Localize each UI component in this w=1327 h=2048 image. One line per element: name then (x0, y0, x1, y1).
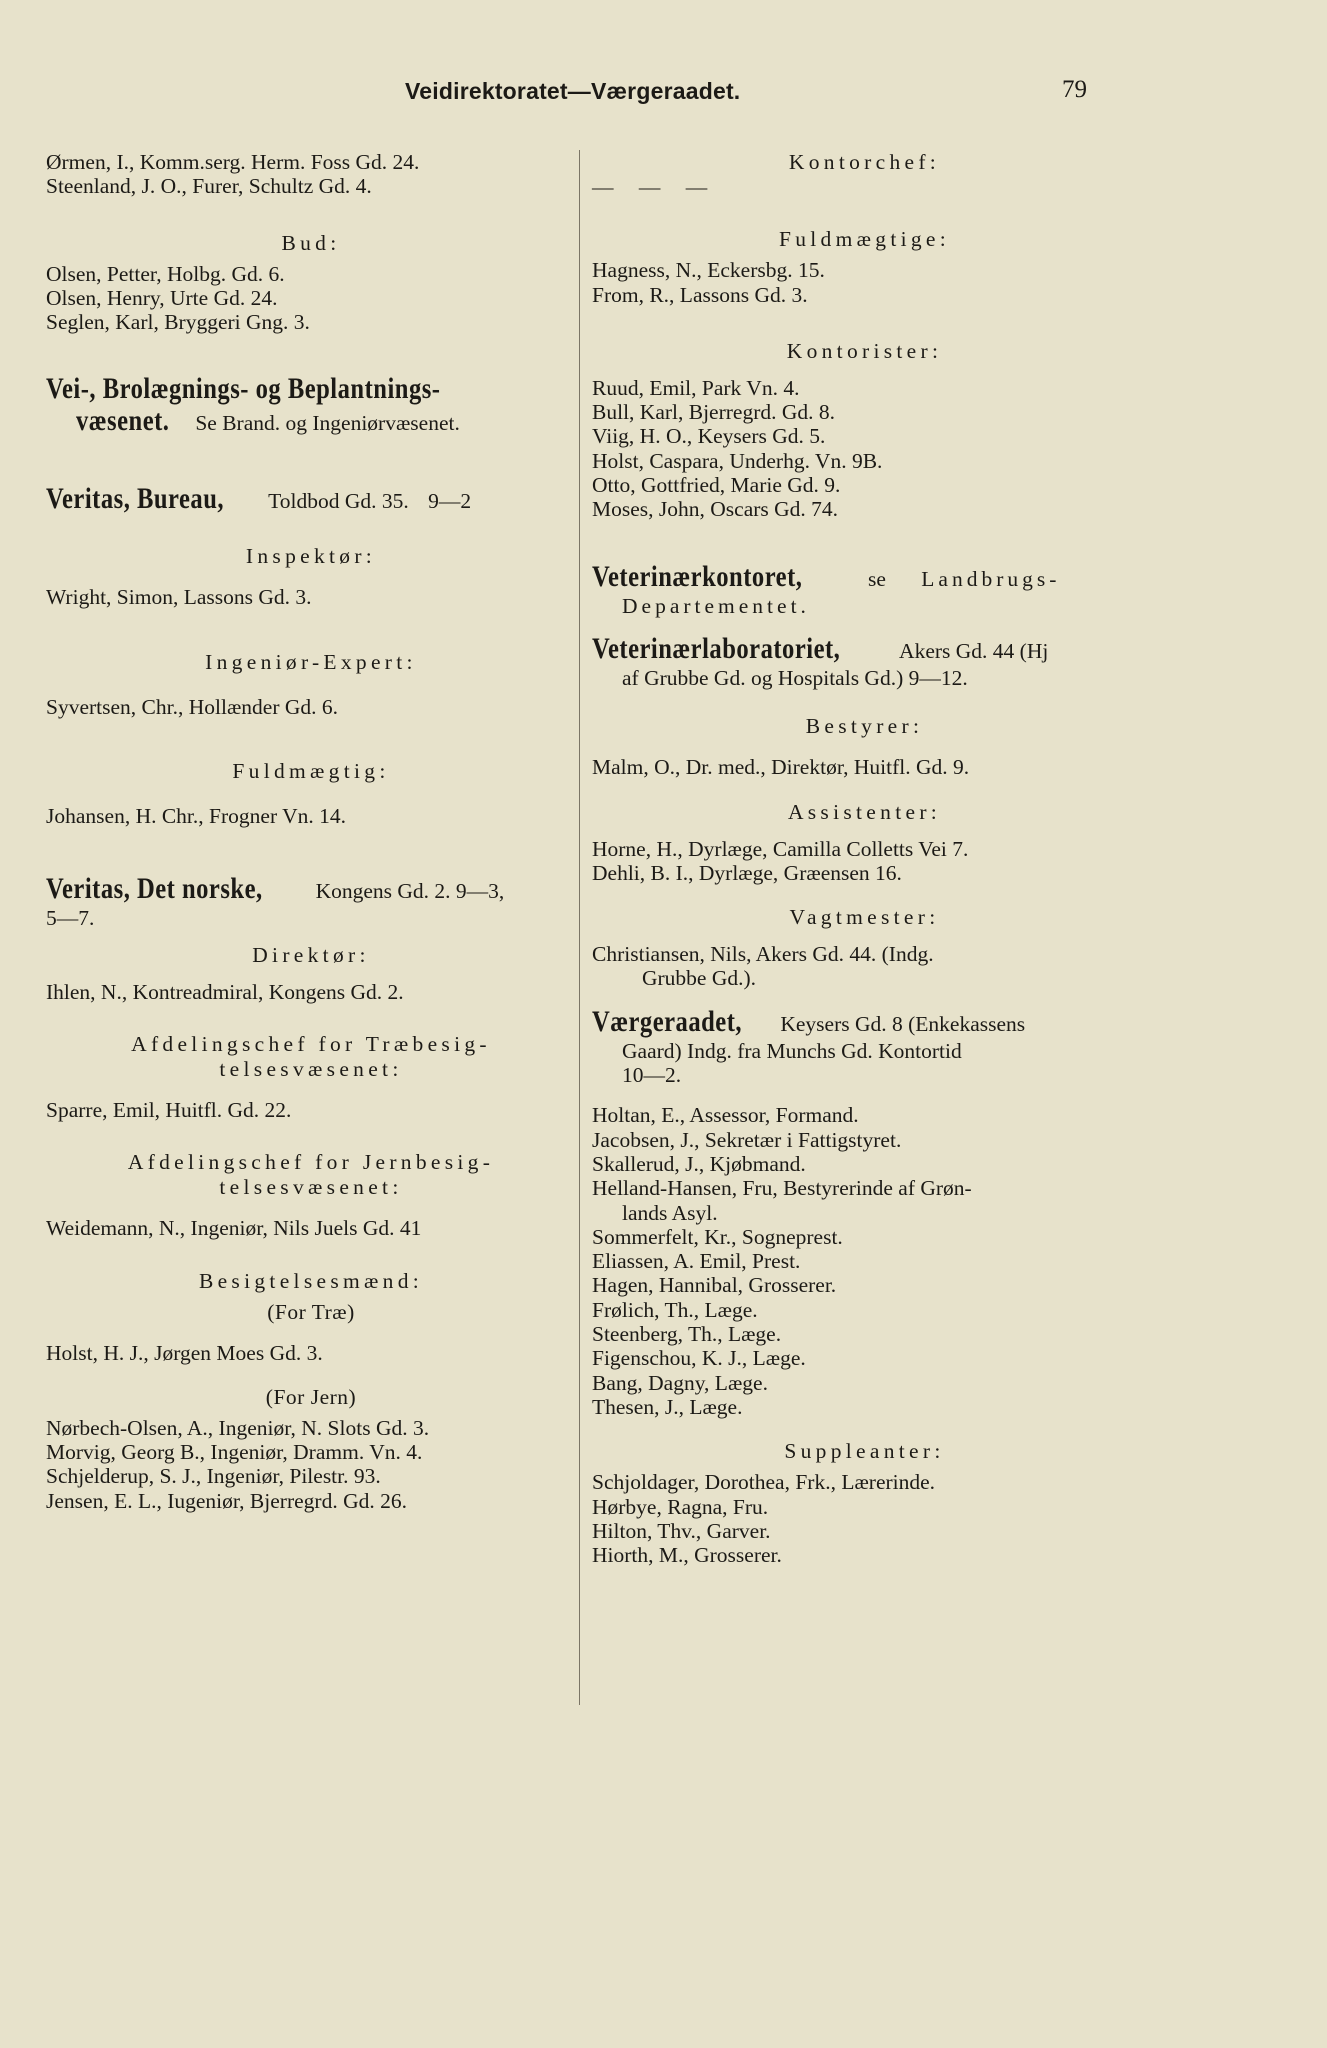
member-line: Jacobsen, J., Sekretær i Fattigstyret. (592, 1127, 902, 1152)
entry-line: — — — (592, 175, 718, 199)
entry-line: Steenland, J. O., Furer, Schultz Gd. 4. (46, 174, 372, 199)
member-line: Skallerud, J., Kjøbmand. (592, 1151, 806, 1176)
section-label: Inspektør: (245, 544, 377, 569)
entry-line: Hagness, N., Eckersbg. 15. (592, 258, 825, 283)
entry-line: 5—7. (46, 906, 95, 931)
heading-se: se (867, 566, 886, 591)
heading-vei (46, 374, 576, 406)
member-line: lands Asyl. (622, 1200, 718, 1225)
entry-line: Bull, Karl, Bjerregrd. Gd. 8. (592, 400, 836, 425)
member-line: Helland-Hansen, Fru, Bestyrerinde af Grøn- (592, 1176, 972, 1201)
entry-line: Viig, H. O., Keysers Gd. 5. (592, 424, 826, 449)
entry-line: Schjoldager, Dorothea, Frk., Lærerinde. (592, 1470, 936, 1495)
member-line: Eliassen, A. Emil, Prest. (592, 1249, 801, 1274)
entry-line: Syvertsen, Chr., Hollænder Gd. 6. (46, 694, 339, 719)
entry-line: Gaard) Indg. fra Munchs Gd. Kontortid (622, 1038, 962, 1063)
heading-title: Vei-, Brolægnings- og Beplantnings- (46, 372, 441, 406)
heading-vaergeraadet (592, 1004, 1137, 1039)
section-label: Direktør: (252, 942, 370, 967)
entry-line: Malm, O., Dr. med., Direktør, Huitfl. Gd. 9. (592, 755, 970, 780)
subsection-label: (For Træ) (267, 1299, 355, 1324)
entry-line: Departementet. (622, 593, 810, 618)
entry-line: af Grubbe Gd. og Hospitals Gd.) 9—12. (622, 665, 968, 690)
running-title: Veidirektoratet—Værgeraadet. (405, 78, 741, 104)
section-label: Afdelingschef for Jernbesig- (127, 1150, 495, 1175)
entry-line: Horne, H., Dyrlæge, Camilla Colletts Vei 7. (592, 836, 969, 861)
section-label: Kontorister: (786, 338, 943, 363)
member-line: Figenschou, K. J., Læge. (592, 1346, 806, 1371)
heading-veterinaerlaboratoriet (592, 631, 1137, 666)
section-label: Vagtmester: (789, 905, 940, 930)
heading-hours: 9—2 (428, 489, 472, 514)
entry-line: Otto, Gottfried, Marie Gd. 9. (592, 473, 841, 498)
entry-line: Ruud, Emil, Park Vn. 4. (592, 375, 800, 400)
section-label: Kontorchef: (788, 150, 941, 174)
entry-line: 10—2. (622, 1063, 682, 1088)
section-label: Besigtelsesmænd: (198, 1268, 424, 1293)
member-line: Steenberg, Th., Læge. (592, 1322, 782, 1347)
entry-line: Hiorth, M., Grosserer. (592, 1543, 782, 1568)
member-line: Thesen, J., Læge. (592, 1394, 743, 1419)
entry-line: Hørbye, Ragna, Fru. (592, 1494, 769, 1519)
entry-line: Moses, John, Oscars Gd. 74. (592, 497, 839, 522)
column-divider (579, 150, 580, 1705)
section-label: Fuldmægtig: (232, 759, 390, 784)
member-line: Bang, Dagny, Læge. (592, 1370, 768, 1395)
member-line: Holtan, E., Assessor, Formand. (592, 1103, 859, 1128)
entry-line: Morvig, Georg B., Ingeniør, Dramm. Vn. 4. (46, 1440, 423, 1465)
section-label: telsesvæsenet: (219, 1056, 403, 1081)
entry-line: Ihlen, N., Kontreadmiral, Kongens Gd. 2. (46, 979, 404, 1004)
heading-title: Veterinærkontoret, (592, 559, 803, 593)
entry-line: Seglen, Karl, Bryggeri Gng. 3. (46, 310, 310, 335)
heading-title: Veterinærlaboratoriet, (592, 631, 841, 665)
heading-ref: Se Brand. og Ingeniørvæsenet. (195, 411, 460, 436)
heading-veterinaerkontoret (592, 559, 1137, 594)
page-number: 79 (1062, 76, 1087, 103)
entry-line: Sparre, Emil, Huitfl. Gd. 22. (46, 1097, 292, 1122)
left-column (46, 150, 576, 1513)
entry-line: Holst, Caspara, Underhg. Vn. 9B. (592, 448, 883, 473)
right-column (592, 150, 1137, 1567)
entry-line: Dehli, B. I., Dyrlæge, Græensen 16. (592, 860, 902, 885)
entry-line: Johansen, H. Chr., Frogner Vn. 14. (46, 804, 346, 829)
member-line: Frølich, Th., Læge. (592, 1297, 758, 1322)
subsection-label: (For Jern) (265, 1384, 357, 1409)
entry-line: Wright, Simon, Lassons Gd. 3. (46, 585, 312, 610)
entry-line: Nørbech-Olsen, A., Ingeniør, N. Slots Gd. 3. (46, 1415, 430, 1440)
entry-line: Jensen, E. L., Iugeniør, Bjerregrd. Gd. 26. (46, 1488, 407, 1513)
heading-address: Kongens Gd. 2. 9—3, (315, 879, 505, 904)
entry-line: Weidemann, N., Ingeniør, Nils Juels Gd. 41 (46, 1216, 422, 1241)
member-line: Sommerfelt, Kr., Sogneprest. (592, 1224, 843, 1249)
section-label: Bestyrer: (805, 714, 924, 739)
entry-line: Ørmen, I., Komm.serg. Herm. Foss Gd. 24. (46, 150, 420, 174)
heading-ref: Landbrugs- (921, 566, 1061, 591)
entry-line: Holst, H. J., Jørgen Moes Gd. 3. (46, 1340, 323, 1365)
heading-title: Værgeraadet, (592, 1004, 743, 1038)
entry-line: Christiansen, Nils, Akers Gd. 44. (Indg. (592, 942, 934, 967)
entry-line: Schjelderup, S. J., Ingeniør, Pilestr. 93. (46, 1464, 381, 1489)
heading-veritas-norske (46, 874, 576, 906)
section-label: telsesvæsenet: (219, 1175, 403, 1200)
heading-title: Veritas, Det norske, (46, 872, 263, 906)
entry-line: Grubbe Gd.). (642, 966, 757, 991)
heading-title: væsenet. (76, 404, 170, 438)
entry-line: Olsen, Henry, Urte Gd. 24. (46, 285, 278, 310)
section-label: Bud: (281, 230, 341, 255)
section-label: Ingeniør-Expert: (205, 649, 417, 674)
heading-address: Keysers Gd. 8 (Enkekassens (780, 1011, 1026, 1036)
member-line: Hagen, Hannibal, Grosserer. (592, 1273, 837, 1298)
heading-veritas-bureau (46, 484, 576, 516)
section-label: Assistenter: (787, 799, 942, 824)
heading-vei-cont (46, 406, 576, 438)
heading-address: Toldbod Gd. 35. (268, 489, 409, 514)
running-header (0, 78, 1327, 114)
section-label: Afdelingschef for Træbesig- (131, 1031, 491, 1056)
heading-address: Akers Gd. 44 (Hj (899, 638, 1049, 663)
heading-title: Veritas, Bureau, (46, 482, 225, 516)
section-label: Suppleanter: (784, 1439, 945, 1464)
entry-line: From, R., Lassons Gd. 3. (592, 282, 808, 307)
entry-line: Hilton, Thv., Garver. (592, 1518, 771, 1543)
entry-line: Olsen, Petter, Holbg. Gd. 6. (46, 261, 285, 286)
section-label: Fuldmægtige: (778, 227, 951, 252)
